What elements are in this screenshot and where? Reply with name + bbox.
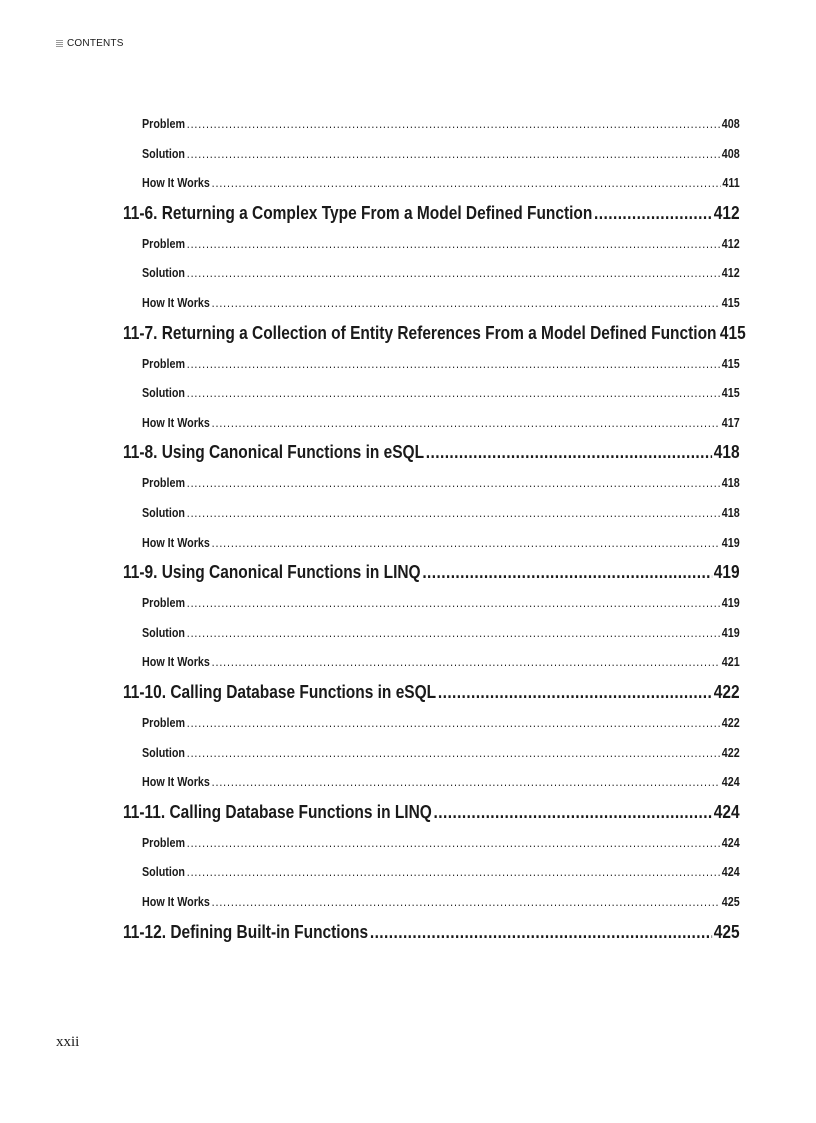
toc-entry-title: Solution	[142, 745, 185, 760]
toc-entry-title: How It Works	[142, 415, 210, 430]
toc-entry-title: How It Works	[142, 176, 210, 191]
toc-section-entry[interactable]	[123, 442, 740, 463]
toc-entry-title: Solution	[142, 146, 185, 161]
toc-entry-page: 415	[721, 386, 740, 401]
dot-leader	[370, 922, 712, 943]
toc-subentry[interactable]	[142, 176, 740, 190]
toc-subentry[interactable]	[142, 476, 740, 490]
dot-leader	[438, 682, 712, 703]
page-number: xxii	[56, 1034, 80, 1050]
toc-entry-page: 419	[721, 596, 740, 611]
dot-leader	[212, 775, 720, 789]
toc-entry-page: 419	[721, 625, 740, 640]
toc-entry-title: Solution	[142, 386, 185, 401]
toc-section-entry[interactable]	[123, 562, 740, 583]
dot-leader	[212, 296, 720, 310]
toc-entry-page: 412	[713, 202, 740, 223]
toc-entry-title: 11-7. Returning a Collection of Entity References From a Model Defined Function	[123, 322, 717, 343]
toc-subentry[interactable]	[142, 506, 740, 520]
dot-leader	[187, 836, 720, 850]
running-head-label: CONTENTS	[67, 38, 124, 49]
toc-entry-page: 425	[713, 921, 740, 942]
header-mark-icon	[56, 40, 63, 47]
toc-entry-title: How It Works	[142, 535, 210, 550]
dot-leader	[594, 203, 712, 224]
toc-entry-page: 424	[713, 801, 740, 822]
dot-leader	[187, 266, 720, 280]
toc-entry-title: Problem	[142, 835, 186, 850]
toc-entry-title: How It Works	[142, 655, 210, 670]
toc-entry-page: 418	[721, 506, 740, 520]
toc-entry-title: 11-6. Returning a Complex Type From a Model Defined Function	[123, 202, 593, 223]
toc-entry-page: 421	[721, 655, 740, 670]
toc-entry-page: 422	[721, 716, 740, 730]
toc-entry-page: 424	[721, 865, 740, 880]
toc-entry-title: 11-8. Using Canonical Functions in eSQL	[123, 442, 425, 463]
dot-leader	[187, 357, 720, 371]
running-head	[56, 38, 124, 49]
toc-entry-title: Problem	[142, 117, 186, 131]
toc-subentry[interactable]	[142, 266, 740, 280]
toc-entry-title: Solution	[142, 266, 185, 281]
toc-entry-title: Solution	[142, 625, 185, 640]
toc-entry-title: How It Works	[142, 775, 210, 790]
toc-entry-title: 11-11. Calling Database Functions in LINQ	[123, 801, 432, 822]
toc-entry-title: 11-12. Defining Built-in Functions	[123, 921, 369, 942]
dot-leader	[187, 386, 720, 400]
toc-subentry[interactable]	[142, 296, 740, 310]
toc-subentry[interactable]	[142, 147, 740, 161]
toc-subentry[interactable]	[142, 117, 740, 131]
toc-entry-title: Problem	[142, 716, 186, 730]
toc-subentry[interactable]	[142, 746, 740, 760]
dot-leader	[187, 596, 720, 610]
dot-leader	[212, 895, 720, 909]
toc-entry-page: 415	[721, 356, 740, 371]
toc-subentry[interactable]	[142, 416, 740, 430]
dot-leader	[426, 442, 712, 463]
dot-leader	[212, 416, 720, 430]
toc-entry-page: 418	[713, 442, 740, 463]
toc-entry-title: Solution	[142, 506, 185, 520]
toc-entry-page: 408	[721, 117, 740, 131]
toc-entry-page: 412	[721, 236, 740, 251]
toc-entry-page: 424	[721, 775, 740, 790]
toc-entry-title: Problem	[142, 236, 186, 251]
dot-leader	[187, 147, 720, 161]
dot-leader	[187, 506, 720, 520]
toc-entry-page: 424	[721, 835, 740, 850]
toc-entry-page: 417	[721, 415, 740, 430]
toc-subentry[interactable]	[142, 626, 740, 640]
toc-entry-page: 425	[721, 895, 740, 909]
dot-leader	[212, 176, 721, 190]
toc-subentry[interactable]	[142, 865, 740, 879]
toc-entry-title: 11-9. Using Canonical Functions in LINQ	[123, 562, 421, 583]
toc-entry-title: Problem	[142, 596, 186, 611]
toc-section-entry[interactable]	[123, 203, 740, 224]
dot-leader	[187, 716, 720, 730]
toc-entry-page: 415	[721, 296, 740, 310]
toc-entry-page: 419	[713, 562, 740, 583]
toc-entry-title: 11-10. Calling Database Functions in eSQL	[123, 682, 437, 702]
toc-section-entry[interactable]	[123, 322, 746, 344]
dot-leader	[187, 746, 720, 760]
toc-entry-title: Problem	[142, 476, 186, 491]
toc-entry-page: 408	[721, 146, 740, 161]
toc-subentry[interactable]	[142, 596, 740, 610]
toc-subentry[interactable]	[142, 895, 740, 909]
toc-subentry[interactable]	[142, 836, 740, 850]
toc-section-entry[interactable]	[123, 922, 740, 943]
toc-entry-page: 411	[722, 176, 740, 191]
dot-leader	[212, 536, 720, 550]
toc-entry-title: How It Works	[142, 296, 210, 310]
dot-leader	[434, 802, 713, 823]
toc-subentry[interactable]	[142, 237, 740, 251]
toc-entry-title: Problem	[142, 356, 186, 371]
toc-entry-page: 419	[721, 535, 740, 550]
toc-subentry[interactable]	[142, 655, 740, 669]
toc-entry-page: 422	[713, 682, 740, 702]
toc-subentry[interactable]	[142, 536, 740, 550]
toc-section-entry[interactable]	[123, 682, 740, 703]
dot-leader	[187, 626, 720, 640]
toc-entry-page: 422	[721, 745, 740, 760]
dot-leader	[212, 655, 720, 669]
toc-entry-title: How It Works	[142, 895, 210, 909]
toc-subentry[interactable]	[142, 775, 740, 789]
dot-leader	[422, 562, 712, 583]
toc-entry-title: Solution	[142, 865, 185, 880]
dot-leader	[187, 117, 720, 131]
dot-leader	[187, 237, 720, 251]
toc-entry-page: 412	[721, 266, 740, 281]
toc-entry-page: 418	[721, 476, 740, 491]
toc-subentry[interactable]	[142, 357, 740, 371]
toc-section-entry[interactable]	[123, 802, 740, 823]
toc-subentry[interactable]	[142, 386, 740, 400]
toc-entry-page: 415	[719, 322, 746, 343]
toc-subentry[interactable]	[142, 716, 740, 730]
dot-leader	[187, 476, 720, 490]
dot-leader	[187, 865, 720, 879]
